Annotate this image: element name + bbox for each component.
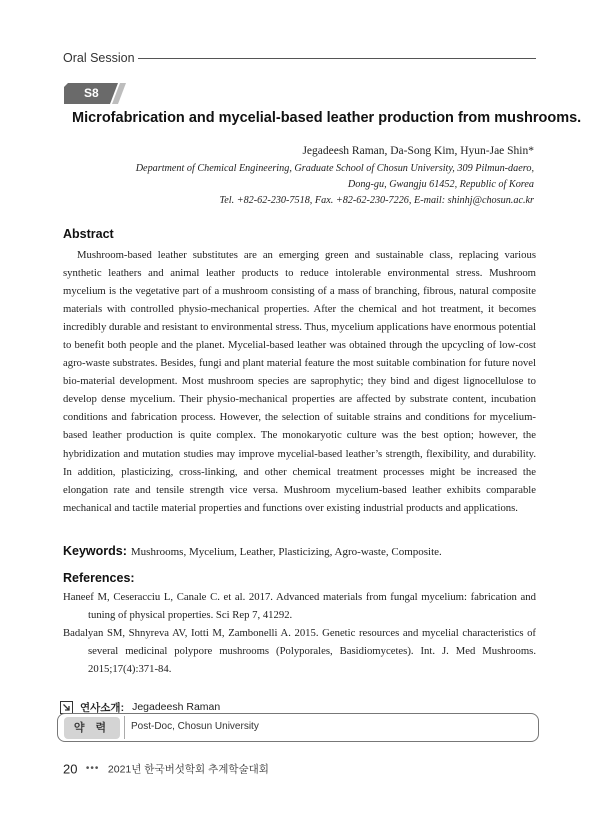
career-divider xyxy=(124,716,125,739)
affiliation-line: Dong-gu, Gwangju 61452, Republic of Korea xyxy=(347,179,534,190)
header-rule xyxy=(138,58,536,59)
career-label: 약 력 xyxy=(64,717,120,739)
reference-list xyxy=(63,588,536,678)
keywords-label: Keywords: xyxy=(63,544,127,558)
contact-line: Tel. +82-62-230-7518, Fax. +82-62-230-7226, E-mail: shinhj@chosun.ac.kr xyxy=(219,195,534,206)
conference-name: 2021년 한국버섯학회 추계학술대회 xyxy=(107,763,269,776)
affiliation-block xyxy=(74,161,534,209)
footer-dots: ••• xyxy=(85,763,100,775)
session-badge xyxy=(64,83,126,104)
reference-item: Haneef M, Ceseracciu L, Canale C. et al. 2017. Advanced materials from fungal mycelium: fabrication and tuning of physical properties. Sci Rep 7, 41292. xyxy=(63,591,536,621)
paper-title: Microfabrication and mycelial-based leather production from mushrooms. xyxy=(72,110,582,126)
badge-label: S8 xyxy=(84,86,99,100)
abstract-body: Mushroom-based leather substitutes are an emerging green and sustainable class, replacing various synthetic leathers and animal leather products to reduce intolerable environmental stress. Mushroom mycelium is the vegetative part of a mushroom consisting of a mass of branching, fibrous, natural composite materials with controlled physio-mechanical properties. After the chemical and hot treatment, it becomes incredibly durable and resistant to environmental stress. Thus, mycelium applications have enormous potential to benefit both people and the planet. Mycelial-based leather was obtained through the upcycling of low-cost agro-waste substrates. Besides, fungi and plant material feature the most suitable combination for future novel bio-material development. Most mushroom species are saprophytic; they bind and digest lignocellulose to develop dense mycelium. Their physio-mechanical properties are affected by substrate content, incubation conditions and fabrication process. However, the selection of suitable strains and conditions for mycelium-based leather production is quite complex. The monokaryotic culture was the best option; however, the hybridization and mutation studies may improve mycelial-based leather’s strength, flexibility, and durability. In addition, plasticizing, cross-linking, and other chemical treatment processes might be increased the elongation rate and tensile strength vice versa. Mushroom mycelium-based leather exhibits comparable mechanical and tactile material properties and functions over existing industrial products and applications. xyxy=(63,249,536,514)
arrow-icon xyxy=(60,701,73,714)
references-heading: References: xyxy=(63,571,135,585)
abstract-heading: Abstract xyxy=(63,227,114,241)
author-list: Jegadeesh Raman, Da-Song Kim, Hyun-Jae Shin* xyxy=(302,145,534,157)
speaker-intro xyxy=(60,698,220,712)
page-number: 20 xyxy=(63,761,78,777)
keywords-line xyxy=(63,542,543,560)
speaker-label: 연사소개: xyxy=(80,701,125,714)
career-text: Post-Doc, Chosun University xyxy=(131,721,259,732)
career-box xyxy=(57,713,539,742)
keywords-text: Mushrooms, Mycelium, Leather, Plasticizing, Agro-waste, Composite. xyxy=(130,546,442,558)
session-label: Oral Session xyxy=(63,51,135,65)
reference-item: Badalyan SM, Shnyreva AV, Iotti M, Zambonelli A. 2015. Genetic resources and mycelial characteristics of several medicinal polypore mushrooms (Polyporales, Basidiomycetes). Int. J. Med Mushrooms. 2015;17(4):371-84. xyxy=(63,627,536,675)
page-footer xyxy=(63,760,269,778)
speaker-name: Jegadeesh Raman xyxy=(132,701,221,714)
affiliation-line: Department of Chemical Engineering, Graduate School of Chosun University, 309 Pilmun-daero, xyxy=(135,163,534,174)
